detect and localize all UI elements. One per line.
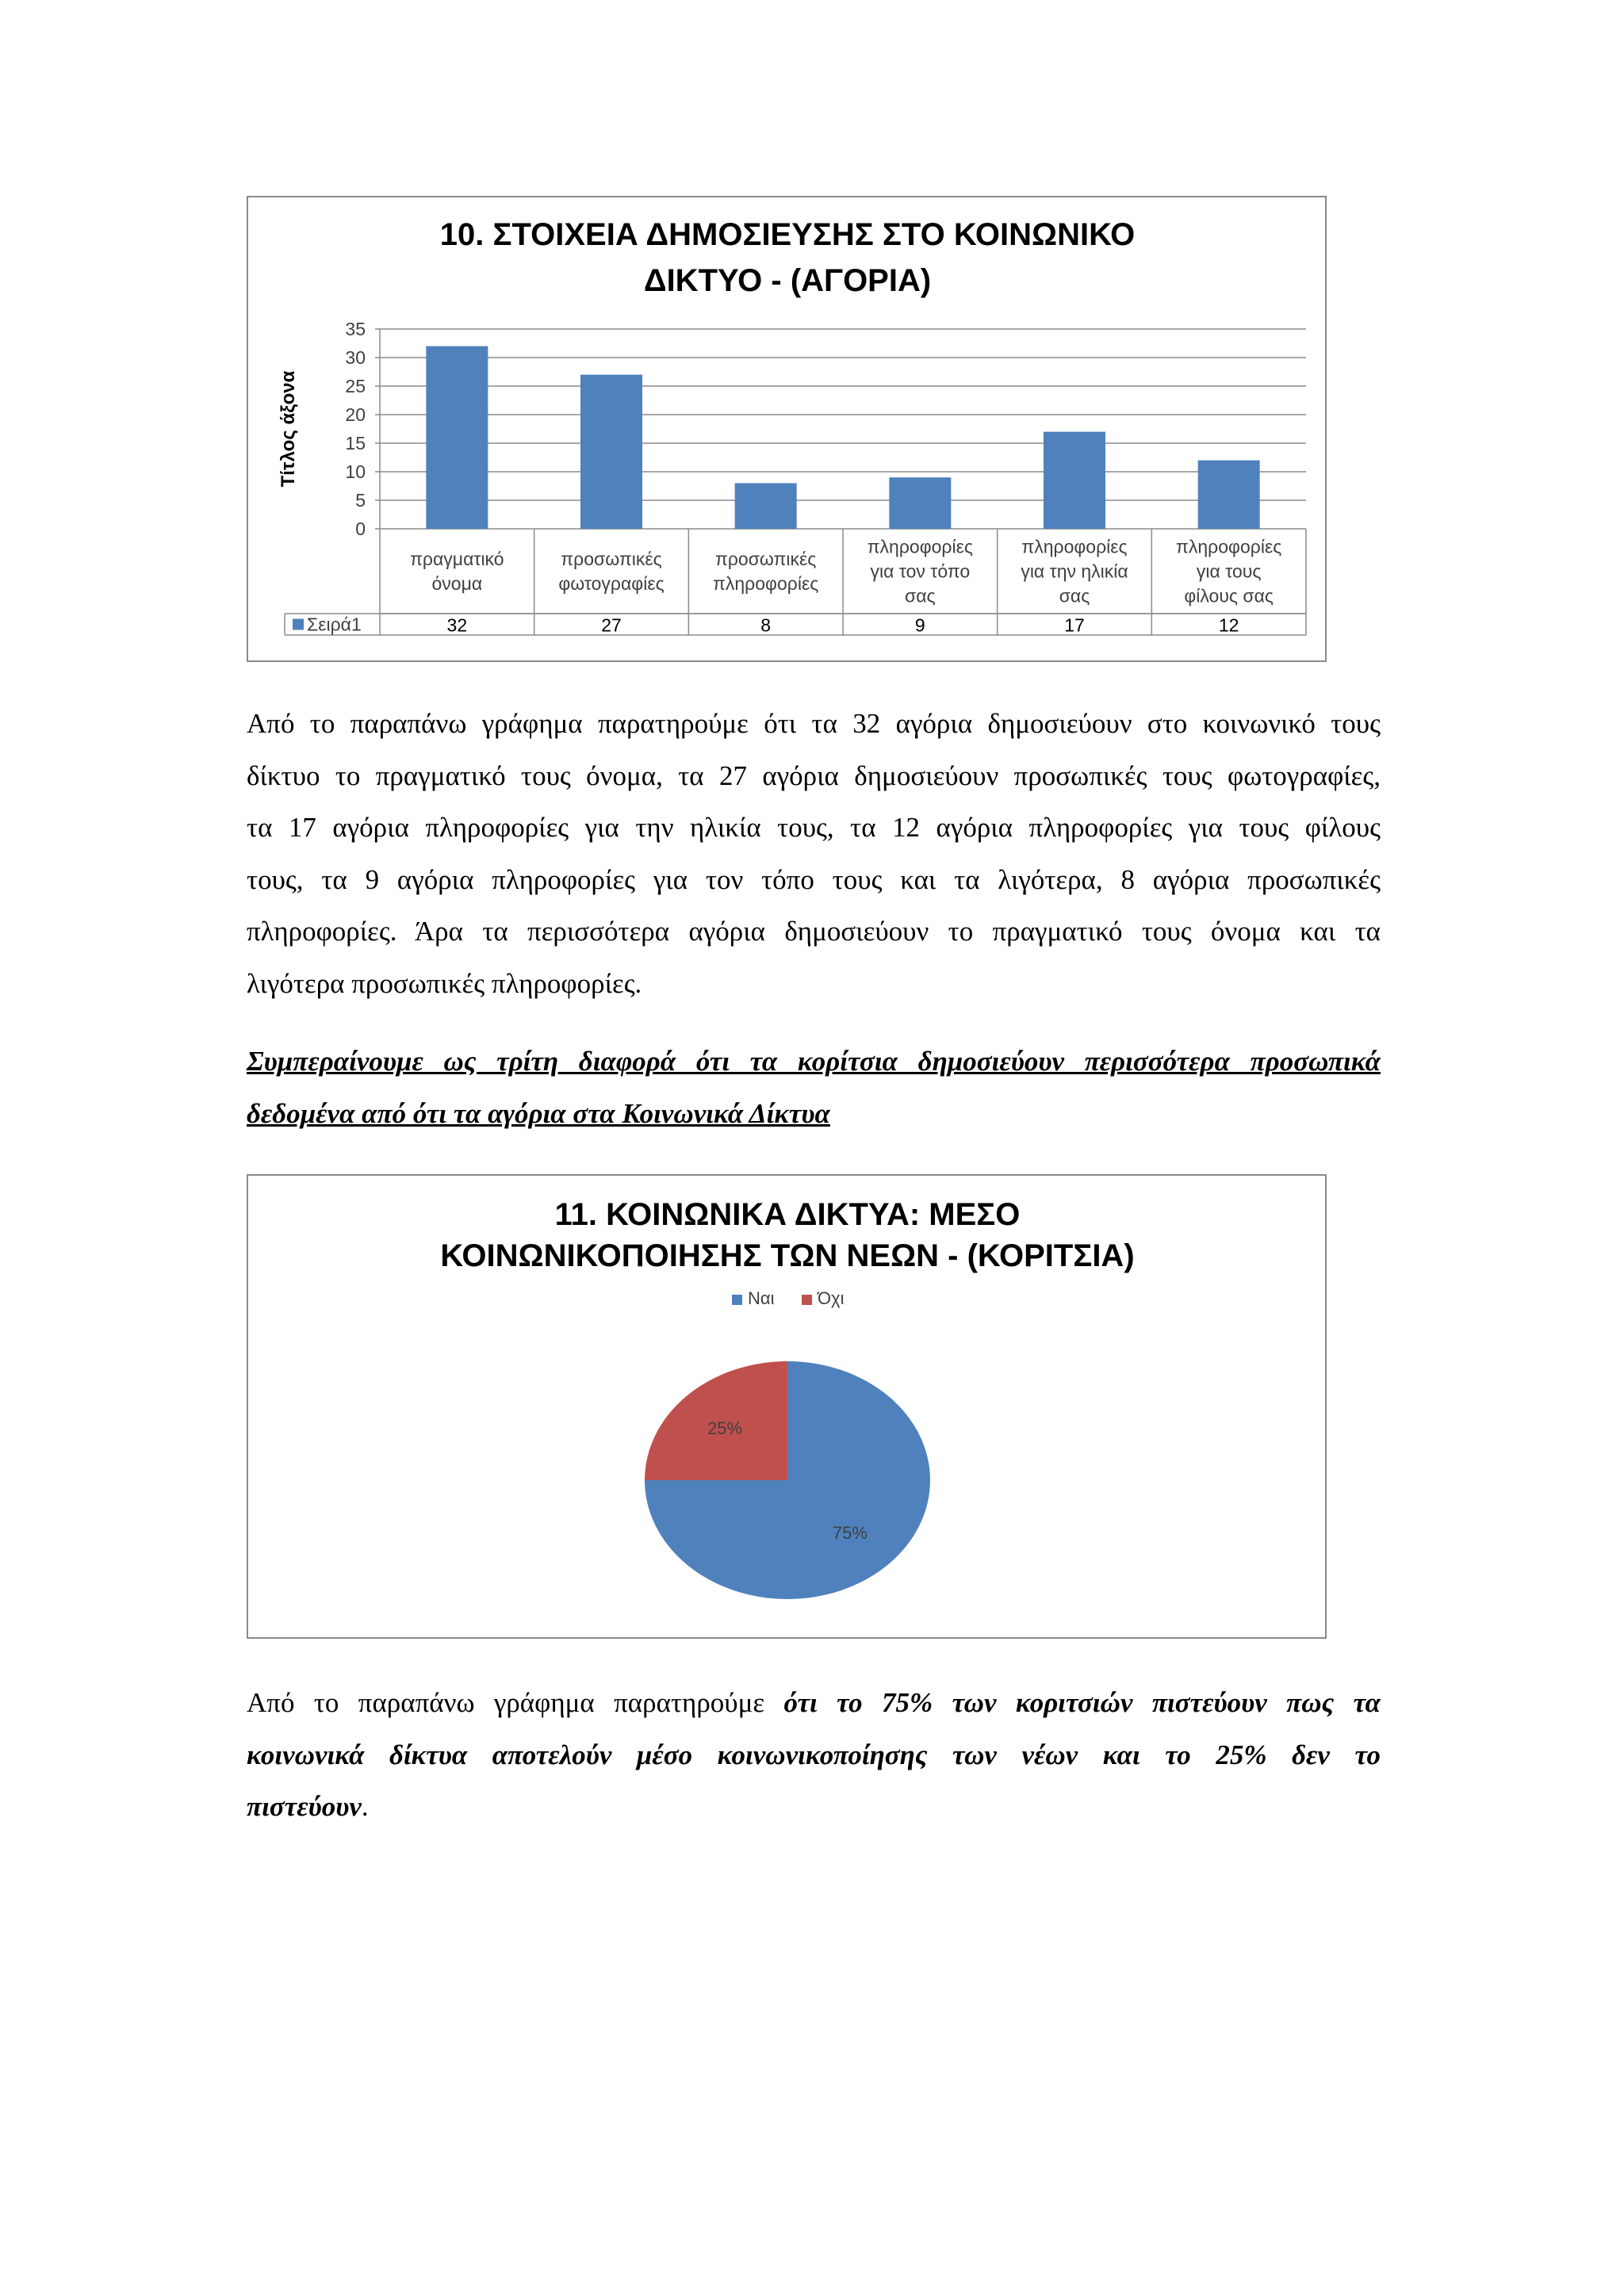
x-category-label: προσωπικές — [561, 549, 662, 569]
bar — [1044, 432, 1105, 529]
data-table-value: 12 — [1218, 614, 1239, 636]
data-table-value: 32 — [446, 614, 468, 636]
y-tick-label: 30 — [345, 347, 366, 368]
x-category-label: φίλους σας — [1184, 585, 1274, 607]
x-category-label: για τον τόπο — [870, 561, 971, 582]
paragraph-line: τα 17 αγόρια πληροφορίες για την ηλικία τους, τα 12 αγόρια πληροφορίες για τους φίλους — [247, 812, 1381, 843]
legend-swatch — [732, 1295, 742, 1305]
y-axis-title: Τίτλος άξονα — [278, 370, 299, 488]
y-tick-label: 20 — [345, 404, 366, 425]
legend-label: Ναι — [748, 1288, 775, 1308]
conclusion-statement — [247, 1035, 1381, 1139]
y-tick-label: 35 — [345, 319, 366, 339]
bar — [889, 477, 951, 529]
chart-title-line-2: ΚΟΙΝΩΝΙΚΟΠΟΙΗΣΗΣ ΤΩΝ ΝΕΩΝ - (ΚΟΡΙΤΣΙΑ) — [440, 1238, 1135, 1273]
pie-data-label: 25% — [707, 1418, 743, 1439]
conclusion-line: Συμπεραίνουμε ως τρίτη διαφορά ότι τα κορίτσια δημοσιεύουν περισσότερα προσωπικά — [247, 1046, 1381, 1077]
x-category-label: πληροφορίες — [867, 536, 973, 557]
y-tick-label: 15 — [345, 433, 366, 453]
paragraph-line: δίκτυο το πραγματικό τους όνομα, τα 27 αγόρια δημοσιεύουν προσωπικές τους φωτογραφίες, — [247, 760, 1381, 791]
paragraph-text: Από το παραπάνω γράφημα παρατηρούμε — [247, 1687, 784, 1718]
paragraph-line: Από το παραπάνω γράφημα παρατηρούμε ότι τα 32 αγόρια δημοσιεύουν στο κοινωνικό τους — [247, 708, 1381, 739]
conclusion-line: δεδομένα από ότι τα αγόρια στα Κοινωνικά Δίκτυα — [247, 1097, 830, 1129]
analysis-paragraph-1 — [247, 698, 1381, 1009]
data-table-value: 17 — [1064, 614, 1085, 636]
emphasis-text: ότι το 75% των κοριτσιών πιστεύουν πως τα — [783, 1687, 1381, 1718]
pie-chart-frame — [247, 1174, 1327, 1639]
chart-title-line-1: 10. ΣΤΟΙΧΕΙΑ ΔΗΜΟΣΙΕΥΣΗΣ ΣΤΟ ΚΟΙΝΩΝΙΚΟ — [439, 217, 1136, 252]
bar — [735, 483, 797, 529]
pie-data-label: 75% — [832, 1522, 868, 1543]
x-category-label: φωτογραφίες — [558, 573, 665, 594]
analysis-paragraph-2 — [247, 1677, 1381, 1833]
bar — [426, 346, 488, 529]
x-category-label: πληροφορίες — [1021, 536, 1128, 557]
legend-swatch — [802, 1295, 812, 1305]
y-tick-label: 0 — [355, 519, 366, 539]
data-table-value: 8 — [760, 614, 772, 636]
chart-title-line-2: ΔΙΚΤΥΟ - (ΑΓΟΡΙΑ) — [643, 263, 932, 298]
y-tick-label: 25 — [345, 376, 366, 396]
bar-chart-frame — [247, 196, 1327, 662]
emphasis-text: πιστεύουν — [247, 1791, 362, 1822]
paragraph-text: . — [361, 1791, 369, 1822]
y-tick-label: 10 — [345, 461, 366, 482]
emphasis-line: κοινωνικά δίκτυα αποτελούν μέσο κοινωνικοποίησης των νέων και το 25% δεν το — [247, 1739, 1381, 1770]
legend-label: Όχι — [818, 1288, 845, 1308]
bar-chart — [248, 197, 1325, 660]
x-category-label: για τους — [1196, 561, 1262, 582]
x-category-label: προσωπικές — [714, 549, 817, 569]
x-category-label: σας — [905, 585, 936, 607]
legend-swatch — [293, 619, 304, 630]
paragraph-line — [247, 1781, 1381, 1833]
data-table-value: 9 — [914, 614, 925, 636]
x-category-label: πραγματικό — [410, 549, 504, 569]
x-category-label: για την ηλικία — [1021, 561, 1128, 582]
bar — [1198, 461, 1260, 529]
pie-chart — [248, 1176, 1325, 1637]
paragraph-line: λιγότερα προσωπικές πληροφορίες. — [247, 967, 642, 999]
paragraph-line: τους, τα 9 αγόρια πληροφορίες για τον τόπο τους και τα λιγότερα, 8 αγόρια προσωπικές — [247, 863, 1381, 895]
paragraph-line — [247, 1677, 1381, 1729]
x-category-label: πληροφορίες — [1176, 536, 1282, 557]
y-tick-label: 5 — [355, 490, 366, 511]
chart-title-line-1: 11. ΚΟΙΝΩΝΙΚΑ ΔΙΚΤΥΑ: ΜΕΣΟ — [554, 1197, 1021, 1232]
x-category-label: όνομα — [431, 573, 483, 594]
data-table-value: 27 — [601, 614, 622, 636]
x-category-label: σας — [1059, 585, 1090, 607]
x-category-label: πληροφορίες — [713, 573, 819, 594]
bar — [580, 375, 642, 529]
legend-series-name: Σειρά1 — [307, 614, 362, 635]
paragraph-line: πληροφορίες. Άρα τα περισσότερα αγόρια δημοσιεύουν το πραγματικό τους όνομα και τα — [247, 916, 1381, 947]
